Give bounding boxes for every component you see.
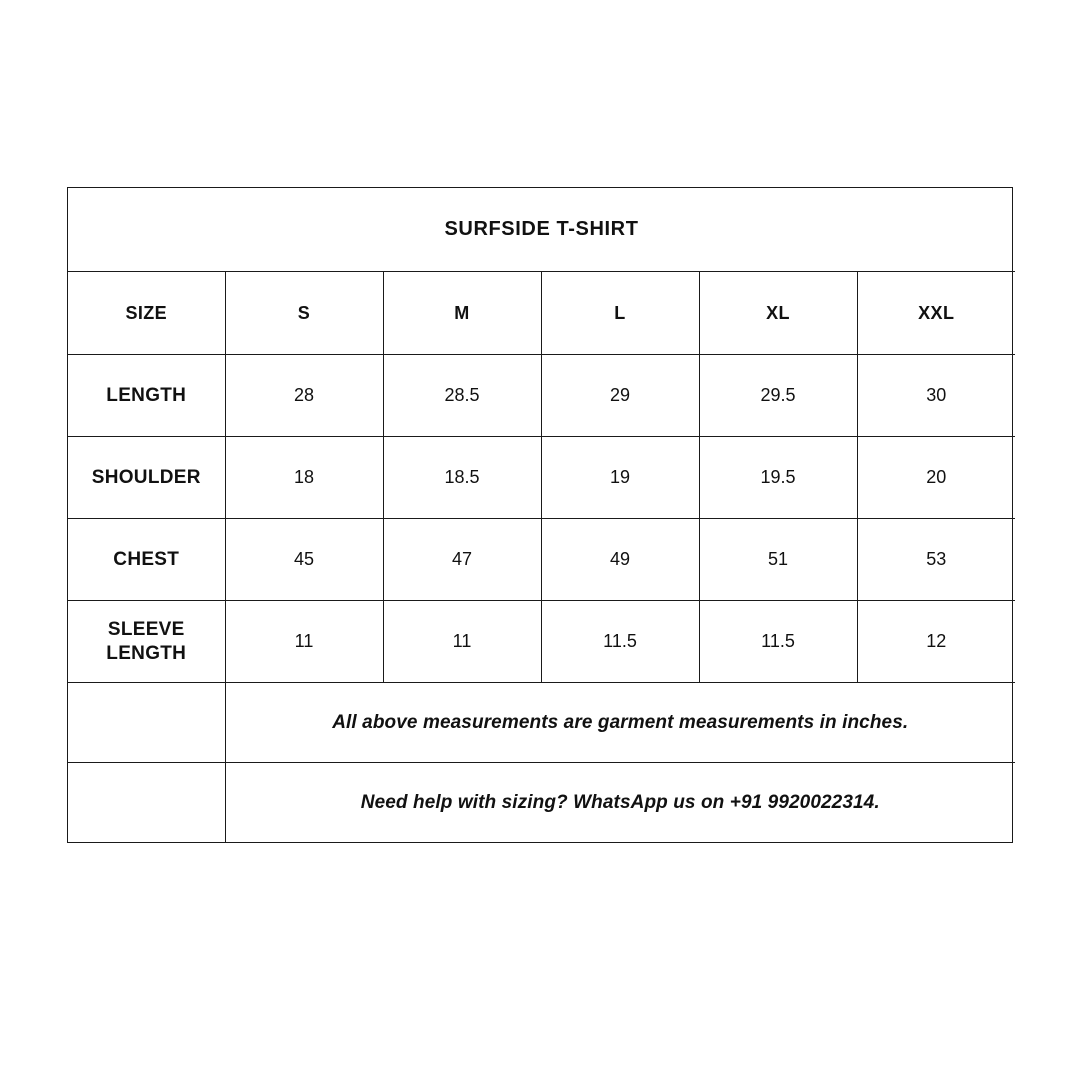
size-chart [67, 187, 1013, 843]
cell-shoulder-xxl: 20 [857, 437, 1015, 519]
measurements-note: All above measurements are garment measurements in inches. [225, 683, 1015, 763]
cell-length-s: 28 [225, 355, 383, 437]
table-row [68, 601, 1015, 683]
cell-length-xl: 29.5 [699, 355, 857, 437]
title-row [68, 188, 1015, 272]
cell-shoulder-l: 19 [541, 437, 699, 519]
column-header-xl: XL [699, 272, 857, 355]
cell-chest-xxl: 53 [857, 519, 1015, 601]
cell-length-m: 28.5 [383, 355, 541, 437]
cell-shoulder-s: 18 [225, 437, 383, 519]
column-header-s: S [225, 272, 383, 355]
column-header-size: SIZE [68, 272, 225, 355]
size-chart-table [68, 188, 1015, 842]
cell-sleeve-length-l: 11.5 [541, 601, 699, 683]
page-title: SURFSIDE T-SHIRT [68, 188, 1015, 272]
cell-chest-xl: 51 [699, 519, 857, 601]
table-row [68, 355, 1015, 437]
note-row-spacer [68, 763, 225, 843]
note-row [68, 763, 1015, 843]
cell-length-xxl: 30 [857, 355, 1015, 437]
row-label-shoulder: SHOULDER [68, 437, 225, 519]
note-row-spacer [68, 683, 225, 763]
cell-sleeve-length-xxl: 12 [857, 601, 1015, 683]
table-header-row [68, 272, 1015, 355]
column-header-xxl: XXL [857, 272, 1015, 355]
row-label-length: LENGTH [68, 355, 225, 437]
note-row [68, 683, 1015, 763]
column-header-m: M [383, 272, 541, 355]
cell-chest-s: 45 [225, 519, 383, 601]
cell-chest-l: 49 [541, 519, 699, 601]
sizing-help-note: Need help with sizing? WhatsApp us on +91 9920022314. [225, 763, 1015, 843]
cell-chest-m: 47 [383, 519, 541, 601]
table-row [68, 437, 1015, 519]
row-label-sleeve-length: SLEEVE LENGTH [68, 601, 225, 683]
row-label-chest: CHEST [68, 519, 225, 601]
cell-length-l: 29 [541, 355, 699, 437]
cell-sleeve-length-m: 11 [383, 601, 541, 683]
cell-sleeve-length-xl: 11.5 [699, 601, 857, 683]
cell-sleeve-length-s: 11 [225, 601, 383, 683]
cell-shoulder-xl: 19.5 [699, 437, 857, 519]
table-row [68, 519, 1015, 601]
column-header-l: L [541, 272, 699, 355]
cell-shoulder-m: 18.5 [383, 437, 541, 519]
